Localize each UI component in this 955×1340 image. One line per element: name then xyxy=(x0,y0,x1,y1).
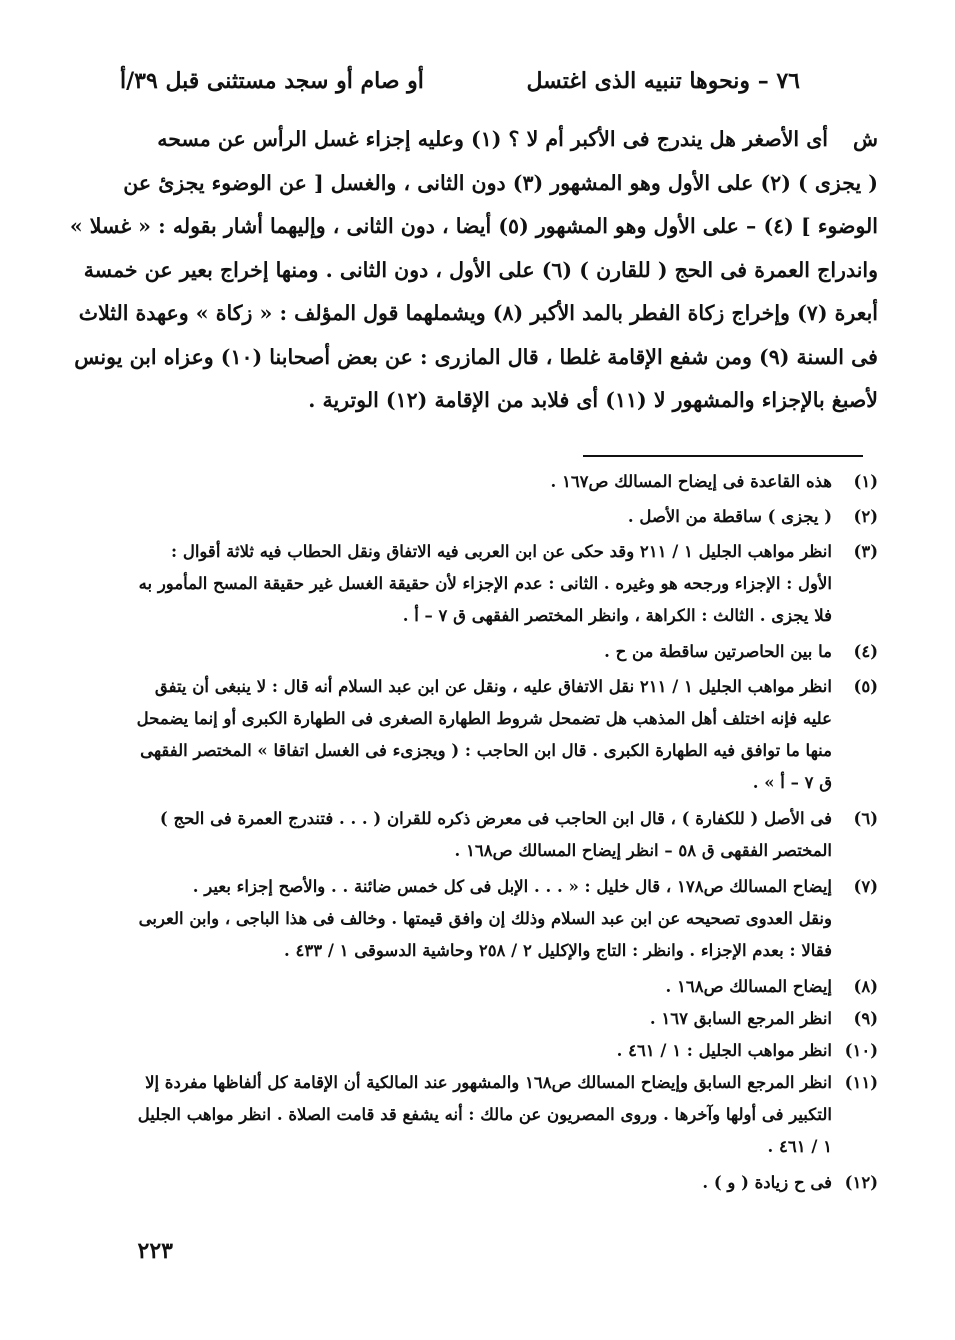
footnote-number: (١٢) xyxy=(844,1173,878,1192)
footnote-line: فقالا : بعدم الإجزاء . وانظر : التاج والإكليل ٢ / ٢٥٨ وحاشية الدسوقى ١ / ٤٣٣ . xyxy=(284,941,832,960)
header-continuation: أو صام أو سجد مستثنى قبل ٣٩/أ xyxy=(120,68,424,94)
footnote-5 xyxy=(100,671,878,799)
footnote-line: عليه فإنه اختلف أهل المذهب هل تضمحل شروط الطهارة الصغرى فى الطهارة الكبرى أو إنما يضمحل xyxy=(136,709,832,728)
footnote-1 xyxy=(100,466,878,498)
footnote-9 xyxy=(100,1003,878,1035)
running-header xyxy=(120,64,800,104)
commentary-marker: ش xyxy=(852,127,878,151)
footnote-number: (٣) xyxy=(853,542,878,561)
page-number: ٢٢٣ xyxy=(137,1238,173,1264)
footnote-line: التكبير فى أولها وآخرها . وروى المصريون عن مالك : أنه يشفع قد قامت الصلاة . انظر مواهب الجليل xyxy=(137,1105,832,1124)
footnote-line: الأول : الإجزاء ورجحه هو وغيره . الثانى : عدم الإجزاء لأن حقيقة الغسل غير حقيقة المسح المأمور به xyxy=(138,574,832,593)
footnote-line: هذه القاعدة فى إيضاح المسالك ص١٦٧ . xyxy=(550,472,832,491)
footnote-8 xyxy=(100,971,878,1003)
main-line: أى الأصغر هل يندرج فى الأكبر أم لا ؟ (١) وعليه إجزاء غسل الرأس عن مسحه xyxy=(157,127,828,151)
footnote-line: انظر المرجع السابق وإيضاح المسالك ص١٦٨ والمشهور عند المالكية أن الإقامة كل ألفاظها مفردة إلا xyxy=(145,1073,832,1092)
footnote-number: (٤) xyxy=(853,642,878,661)
footnote-number: (١١) xyxy=(844,1073,878,1092)
footnote-3 xyxy=(100,536,878,632)
footnote-number: (١) xyxy=(853,472,878,491)
footnote-number: (٦) xyxy=(853,809,878,828)
footnote-line: انظر المرجع السابق ١٦٧ . xyxy=(649,1009,832,1028)
footnote-line: إيضاح المسالك ص١٦٨ . xyxy=(665,977,832,996)
footnote-2 xyxy=(100,501,878,533)
header-title: ٧٦ – ونحوها تنبيه الذى اغتسل xyxy=(526,68,800,94)
footnote-12 xyxy=(100,1167,878,1199)
footnote-number: (٨) xyxy=(853,977,878,996)
footnote-line: ١ / ٤٦١ . xyxy=(767,1137,832,1156)
footnote-number: (٥) xyxy=(853,677,878,696)
footnote-line: فى الأصل ( للكفارة ) ، قال ابن الحاجب فى معرض ذكره للقران ( . . . فتندرج العمرة فى الحج ) xyxy=(159,809,832,828)
main-line: ( يجزى ) (٢) على الأول وهو المشهور (٣) دون الثانى ، والغسل [ عن الوضوء يجزئ عن xyxy=(123,170,878,195)
footnote-line: فلا يجزى . الثالث : الكراهة ، وانظر المختصر الفقهى ق ٧ – أ . xyxy=(402,606,832,625)
main-line: فى السنة (٩) ومن شفع الإقامة غلطا ، قال المازرى : عن بعض أصحابنا (١٠) وعزاه ابن يونس xyxy=(74,344,878,369)
footnote-line: منها ما توافق فيه الطهارة الكبرى . قال ابن الحاجب : ( ويجزىء فى الغسل اتفاقا » المختصر الفقهى xyxy=(140,741,832,760)
footnote-line: المختصر الفقهى ق ٥٨ – انظر إيضاح المسالك ص١٦٨ . xyxy=(454,841,832,860)
footnote-line: ق ٧ – أ » . xyxy=(752,773,832,792)
footnote-4 xyxy=(100,636,878,668)
footnote-number: (١٠) xyxy=(844,1041,878,1060)
footnote-line: ( يجزى ) ساقطة من الأصل . xyxy=(627,507,832,526)
footnote-6 xyxy=(100,803,878,867)
footnotes xyxy=(100,466,878,1199)
main-line: أبعرة (٧) وإخراج زكاة الفطر بالمد الأكبر (٨) ويشملهما قول المؤلف : « زكاة » وعهدة الثلاث xyxy=(78,301,878,325)
footnote-line: فى ح زيادة ( و ) . xyxy=(702,1173,832,1192)
footnote-number: (٢) xyxy=(853,507,878,526)
footnote-number: (٩) xyxy=(853,1009,878,1028)
main-line: لأصبغ بالإجزاء والمشهور لا (١١) أى فلابد من الإقامة (١٢) الوترية . xyxy=(308,388,878,412)
footnote-line: انظر مواهب الجليل ١ / ٢١١ نقل الاتفاق عليه ، ونقل عن ابن عبد السلام أنه قال : لا ينبغى أن يتفق xyxy=(154,677,832,696)
footnote-line: انظر مواهب الجليل ١ / ٢١١ وقد حكى عن ابن العربى فيه الاتفاق ونقل الحطاب فيه ثلاثة أقوال : xyxy=(171,542,832,561)
footnote-line: إيضاح المسالك ص١٧٨ ، قال خليل : « . . . الإبل فى كل خمس ضائنة . . والأصح إجزاء بعير . xyxy=(192,877,832,896)
main-line: الوضوء ] (٤) – على الأول وهو المشهور (٥) أيضا ، دون الثانى ، وإليهما أشار بقوله : « غسلا » xyxy=(69,214,878,238)
footnote-11 xyxy=(100,1067,878,1163)
footnote-separator xyxy=(583,455,863,457)
main-commentary xyxy=(69,118,878,423)
footnote-line: انظر مواهب الجليل : ١ / ٤٦١ . xyxy=(616,1041,832,1060)
footnote-line: ونقل العدوى تصحيحه عن ابن عبد السلام وذلك إن وافق قيمتها . وخالف فى هذا الباجى ، وابن العربى xyxy=(138,909,832,928)
footnote-10 xyxy=(100,1035,878,1067)
footnote-7 xyxy=(100,871,878,967)
footnote-number: (٧) xyxy=(853,877,878,896)
main-line: واندراج العمرة فى الحج ( للقارن ) (٦) على الأول ، دون الثانى . ومنها إخراج بعير عن خمسة xyxy=(83,257,878,282)
footnote-line: ما بين الحاصرتين ساقطة من ح . xyxy=(604,642,832,661)
